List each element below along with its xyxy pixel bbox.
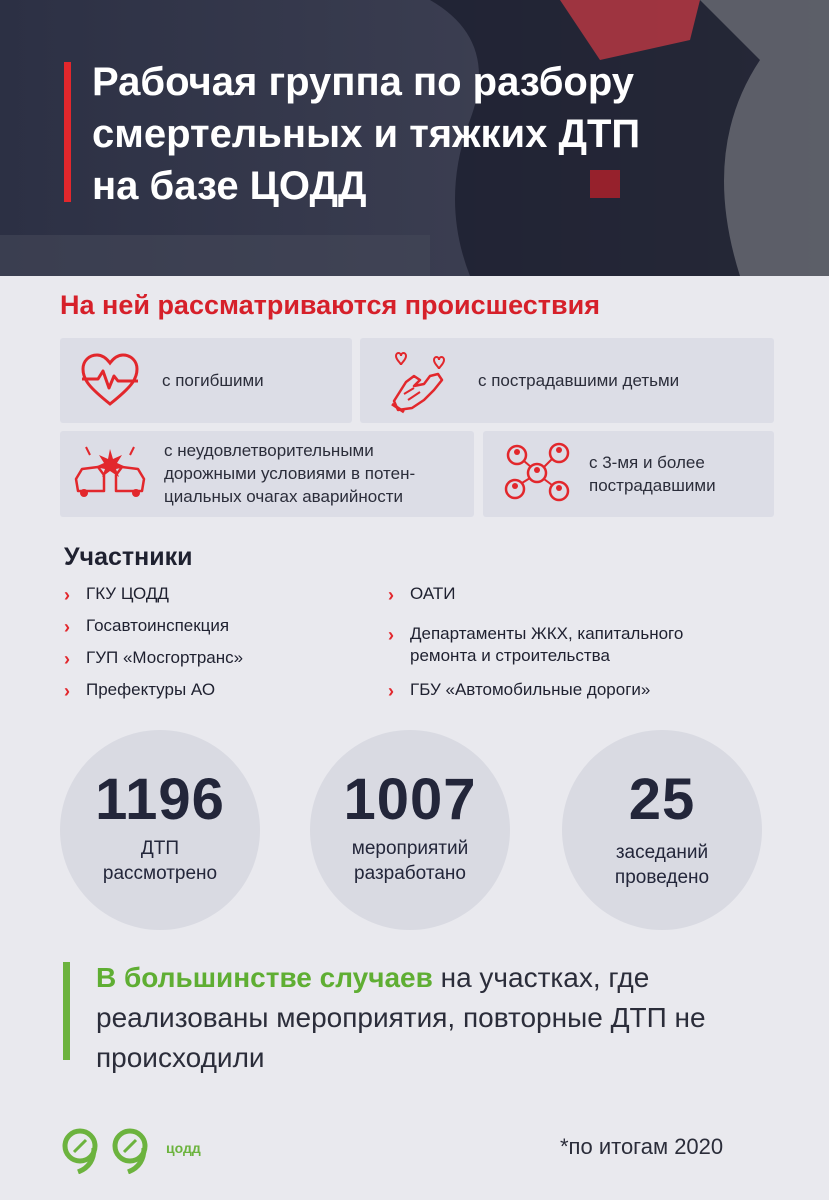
conclusion-accent-bar <box>63 962 70 1060</box>
header-banner <box>0 0 829 276</box>
heart-pulse-icon <box>80 352 140 408</box>
conclusion-rest: на участках, где реализованы мероприятия, повторные ДТП не происходили <box>96 962 706 1073</box>
chevron-right-icon: › <box>64 585 70 605</box>
chevron-right-icon: › <box>388 681 394 701</box>
stat-value: 1007 <box>343 767 477 832</box>
codd-logo-icon <box>60 1126 160 1174</box>
conclusion-highlight: В большинстве случаев <box>96 962 433 993</box>
participant-item: › Госавтоинспекция <box>64 616 230 637</box>
incident-card-three-plus <box>483 431 774 517</box>
incident-label: с погибшими <box>162 371 264 390</box>
people-network-icon <box>503 439 573 509</box>
chevron-right-icon: › <box>64 681 70 701</box>
incidents-heading: На ней рассматриваются происшествия <box>60 290 600 320</box>
stat-caption: заседаний проведено <box>614 842 710 888</box>
incident-card-road-conditions <box>60 431 474 517</box>
incident-card-deceased <box>60 338 352 423</box>
chevron-right-icon: › <box>64 649 70 669</box>
participant-item: › Департаменты ЖКХ, капитального ремонта и строительства <box>388 624 684 665</box>
participant-item: › ОАТИ <box>388 584 456 605</box>
incident-label: с неудовлетворительными дорожными условиями в потен- циальных очагах аварийности <box>164 441 416 506</box>
footnote: *по итогам 2020 <box>560 1134 724 1159</box>
participant-item: › ГБУ «Автомобильные дороги» <box>388 680 651 701</box>
conclusion-text <box>96 958 736 1078</box>
stat-circle-meetings <box>562 730 762 930</box>
stat-circle-measures <box>310 730 510 930</box>
stat-caption: мероприятий разработано <box>351 838 469 884</box>
hands-hearts-icon <box>384 346 454 416</box>
participant-item: › ГУП «Мосгортранс» <box>64 648 244 669</box>
incident-label: с 3-мя и более пострадавшими <box>589 453 716 495</box>
participant-item: › Префектуры АО <box>64 680 216 701</box>
stat-value: 25 <box>628 767 696 832</box>
stat-caption: ДТП рассмотрено <box>102 838 218 884</box>
stat-circle-accidents <box>60 730 260 930</box>
participants-list-left <box>64 583 364 711</box>
title-accent-bar <box>64 62 71 202</box>
stat-value: 1196 <box>95 767 225 832</box>
participants-heading: Участники <box>64 543 193 571</box>
participants-list-right <box>388 583 778 711</box>
chevron-right-icon: › <box>388 585 394 605</box>
incident-label: с пострадавшими детьми <box>478 371 680 390</box>
page-title: Рабочая группа по разбору смертельных и тяжких ДТП на базе ЦОДД <box>92 60 641 208</box>
chevron-right-icon: › <box>64 617 70 637</box>
participant-item: › ГКУ ЦОДД <box>64 584 169 605</box>
car-crash-icon <box>72 443 148 503</box>
incident-card-children <box>360 338 774 423</box>
logo-text: цодд <box>166 1140 201 1156</box>
chevron-right-icon: › <box>388 625 394 645</box>
